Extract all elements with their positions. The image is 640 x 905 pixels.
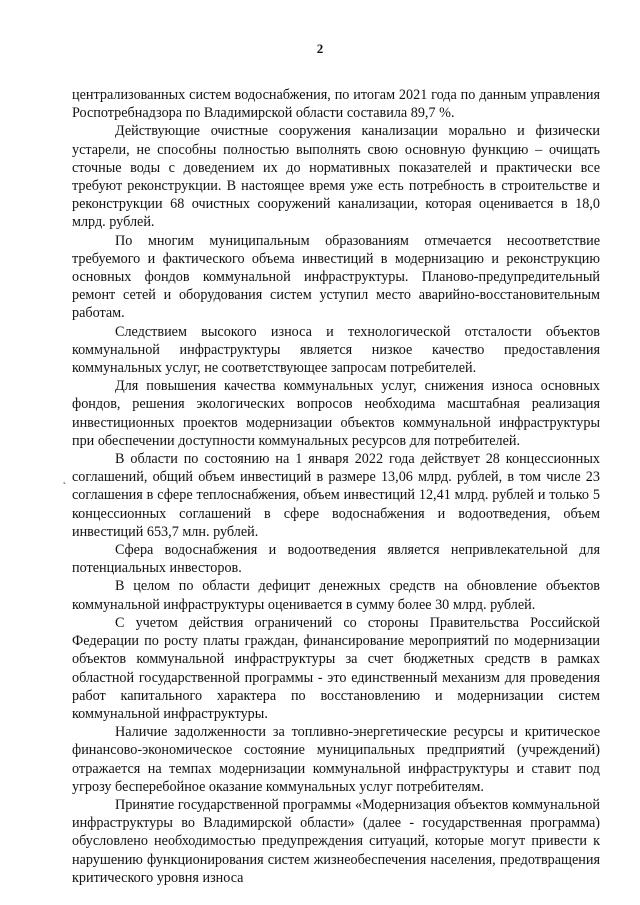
- paragraph: В области по состоянию на 1 января 2022 года действует 28 концессионных соглашений, общий объем инвестиций в размере 13,06 млрд. рублей, в том числе 23 соглашения в сфере теплоснабжения, объем инвестиций 12,41 млрд. рублей и только 5 концессионных соглашений в сфере водоснабжения и водоотведения, объем инвестиций 653,7 млн. рублей.: [72, 451, 600, 540]
- paragraph: По многим муниципальным образованиям отмечается несоответствие требуемого и фактического объема инвестиций в модернизацию и реконструкцию основных фондов коммунальной инфраструктуры. Планово-предупредительный ремонт сетей и оборудования систем уступил место аварийно-восстановительным работам.: [72, 232, 600, 322]
- margin-mark: ˛: [63, 474, 67, 485]
- paragraph: централизованных систем водоснабжения, по итогам 2021 года по данным управления Роспотребнадзора по Владимирской области составила 89,7 %.: [72, 87, 600, 122]
- paragraph: Действующие очистные сооружения канализации морально и физически устарели, не способны полностью выполнять свою основную функцию – очищать сточные воды с доведением их до нормативных показателей и практически все требуют реконструкции. В настоящее время уже есть потребность в строительстве и реконструкции 68 очистных сооружений канализации, которая оценивается в 18,0 млрд. рублей.: [72, 123, 600, 231]
- paragraph: Принятие государственной программы «Модернизация объектов коммунальной инфраструктуры во Владимирской области» (далее - государственная программа) обусловлено необходимостью предупреждения ситуаций, которые могут привести к нарушению функционирования систем жизнеобеспечения населения, предотвращения критического уровня износа: [72, 796, 600, 886]
- paragraph: Сфера водоснабжения и водоотведения является непривлекательной для потенциальных инвесторов.: [72, 542, 600, 577]
- paragraph: Следствием высокого износа и технологической отсталости объектов коммунальной инфраструктуры является низкое качество предоставления коммунальных услуг, не соответствующее запросам потребителей.: [72, 323, 600, 377]
- page-number: 2: [316, 41, 324, 56]
- paragraph: С учетом действия ограничений со стороны Правительства Российской Федерации по росту платы граждан, финансирование мероприятий по модернизации объектов коммунальной инфраструктуры за счет бюджетных средств в рамках областной государственной программы - это единственный механизм для проведения работ капитального характера по восстановлению и модернизации систем коммунальной инфраструктуры.: [72, 614, 600, 722]
- paragraph: Для повышения качества коммунальных услуг, снижения износа основных фондов, решения экологических вопросов необходима масштабная реализация инвестиционных проектов модернизации объектов коммунальной инфраструктуры при обеспечении доступности коммунальных ресурсов для потребителей.: [72, 378, 600, 449]
- paragraph: Наличие задолженности за топливно-энергетические ресурсы и критическое финансово-экономическое состояние муниципальных предприятий (учреждений) отражается на темпах модернизации коммунальной инфраструктуры и ставит под угрозу бесперебойное оказание коммунальных услуг потребителям.: [72, 724, 600, 795]
- document-body: [72, 86, 600, 887]
- paragraph: В целом по области дефицит денежных средств на обновление объектов коммунальной инфраструктуры оценивается в сумму более 30 млрд. рублей.: [72, 578, 600, 613]
